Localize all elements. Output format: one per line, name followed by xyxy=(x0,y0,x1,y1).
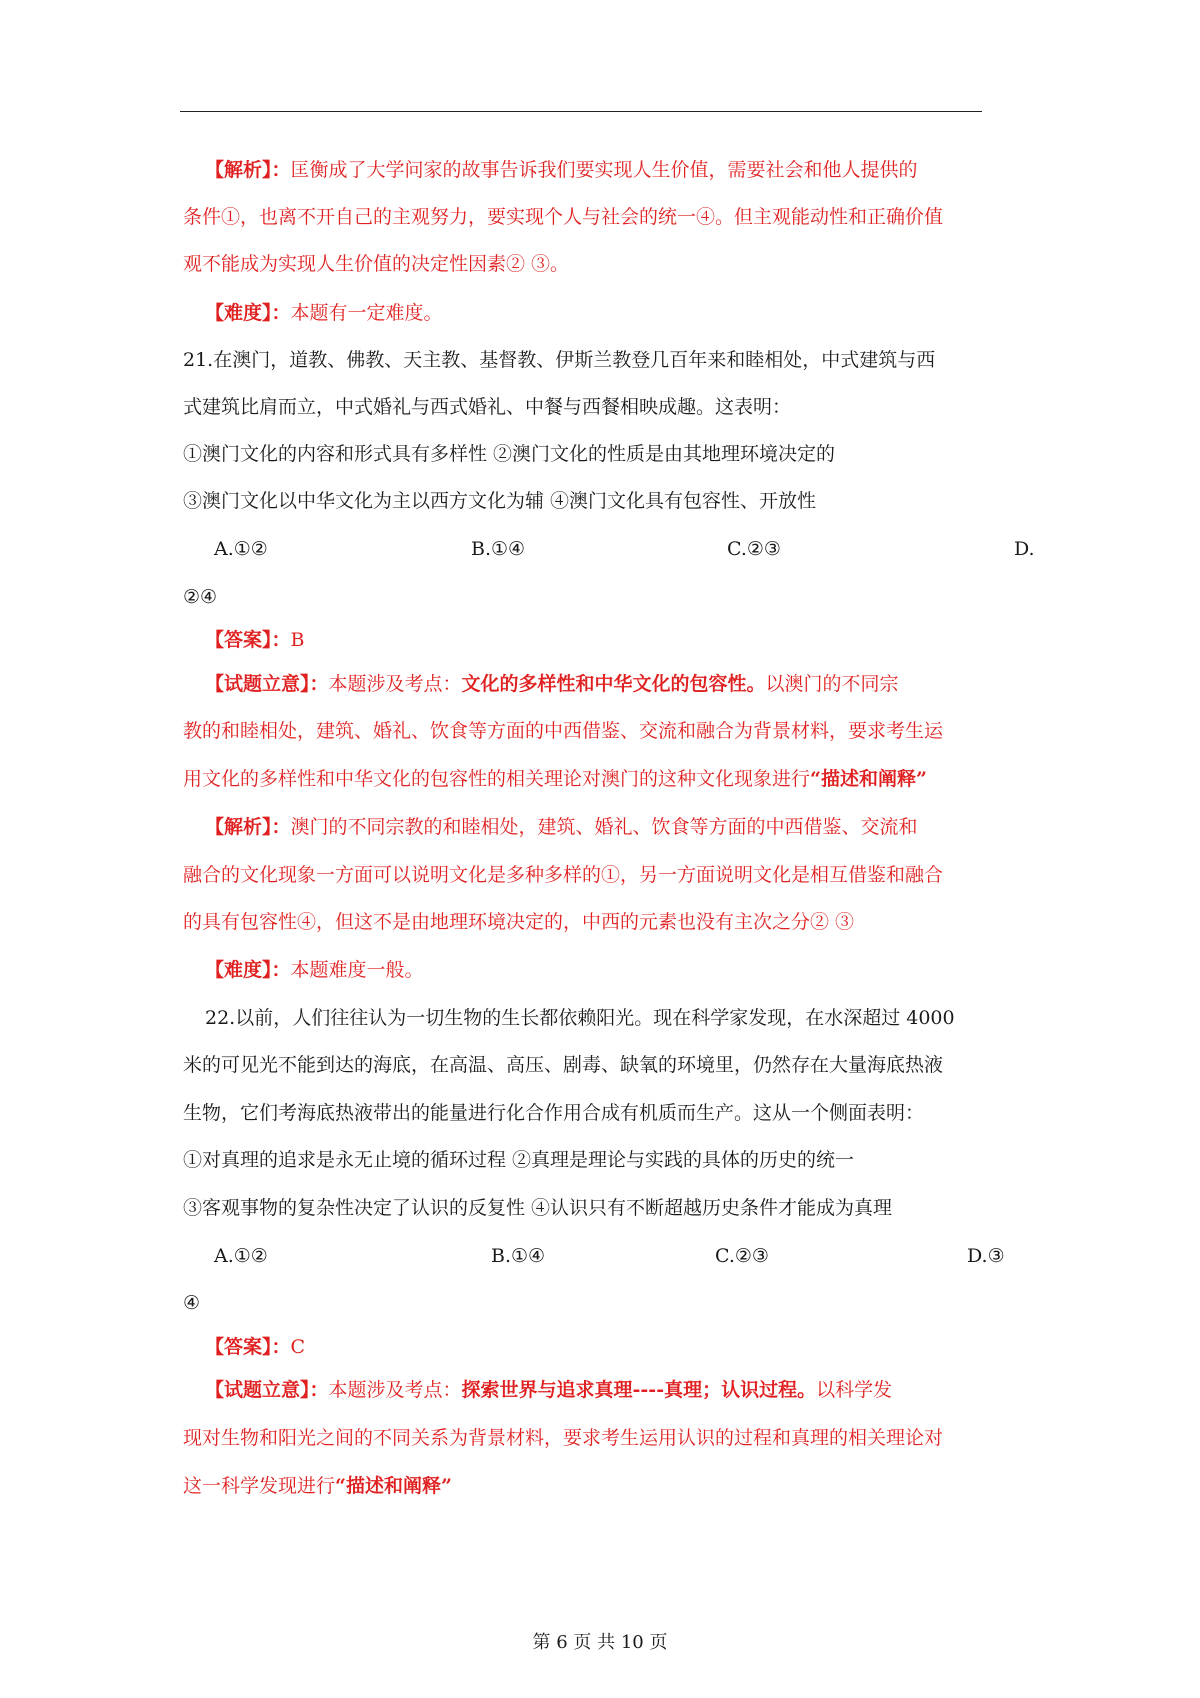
q22-stem-line-2: 米的可见光不能到达的海底，在高温、高压、剧毒、缺氧的环境里，仍然存在大量海底热液 xyxy=(183,1054,944,1076)
q22-answer-value: C xyxy=(290,1336,306,1358)
q20-difficulty-label: 【难度】： xyxy=(205,302,291,324)
q21-analysis-line-3: 的具有包容性④，但这不是由地理环境决定的，中西的元素也没有主次之分② ③ xyxy=(183,911,855,933)
q21-intent-line-3: 用文化的多样性和中华文化的包容性的相关理论对澳门的这种文化现象进行“描述和阐释” xyxy=(183,768,927,790)
q22-intent-label: 【试题立意】： xyxy=(205,1379,329,1401)
q22-option-d: D.③ xyxy=(967,1245,1005,1267)
q22-statements-line-1: ①对真理的追求是永无止境的循环过程 ②真理是理论与实践的具体的历史的统一 xyxy=(183,1149,855,1171)
q21-statements-line-1: ①澳门文化的内容和形式具有多样性 ②澳门文化的性质是由其地理环境决定的 xyxy=(183,443,836,465)
q21-analysis-line-1: 【解析】：澳门的不同宗教的和睦相处，建筑、婚礼、饮食等方面的中西借鉴、交流和 xyxy=(205,816,918,838)
q21-option-d: D. xyxy=(1014,538,1035,560)
q22-option-c: C.②③ xyxy=(715,1245,769,1267)
q22-option-a: A.①② xyxy=(214,1245,268,1267)
q22-intent-line-2: 现对生物和阳光之间的不同关系为背景材料，要求考生运用认识的过程和真理的相关理论对 xyxy=(183,1427,944,1449)
q21-intent-line-2: 教的和睦相处，建筑、婚礼、饮食等方面的中西借鉴、交流和融合为背景材料，要求考生运 xyxy=(183,720,944,742)
q22-answer-label: 【答案】： xyxy=(205,1336,291,1358)
q21-difficulty: 【难度】：本题难度一般。 xyxy=(205,959,424,981)
q21-intent-line-1: 【试题立意】：本题涉及考点：文化的多样性和中华文化的包容性。以澳门的不同宗 xyxy=(205,673,899,695)
q21-option-a: A.①② xyxy=(214,538,268,560)
header-rule xyxy=(180,111,982,112)
q22-intent-topic: 探索世界与追求真理----真理；认识过程。 xyxy=(461,1379,817,1401)
q21-intent-topic: 文化的多样性和中华文化的包容性。 xyxy=(461,673,766,695)
q21-difficulty-label: 【难度】： xyxy=(205,959,291,981)
q20-analysis-label: 【解析】： xyxy=(205,159,291,181)
q20-analysis-line-3: 观不能成为实现人生价值的决定性因素② ③。 xyxy=(183,253,570,275)
q21-answer-label: 【答案】： xyxy=(205,629,291,651)
q21-answer-value: B xyxy=(290,629,305,651)
q20-difficulty: 【难度】：本题有一定难度。 xyxy=(205,302,443,324)
q21-stem-line-1: 21.在澳门，道教、佛教、天主教、基督教、伊斯兰教登几百年来和睦相处，中式建筑与西 xyxy=(183,349,936,371)
q22-option-d-wrap: ④ xyxy=(183,1292,201,1314)
q22-answer xyxy=(205,1334,305,1360)
q21-answer xyxy=(205,627,304,653)
q21-intent-label: 【试题立意】： xyxy=(205,673,329,695)
q22-option-b: B.①④ xyxy=(491,1245,546,1267)
q20-analysis-line-2: 条件①，也离不开自己的主观努力，要实现个人与社会的统一④。但主观能动性和正确价值 xyxy=(183,206,944,228)
q21-statements-line-2: ③澳门文化以中华文化为主以西方文化为辅 ④澳门文化具有包容性、开放性 xyxy=(183,490,817,512)
q21-stem-line-2: 式建筑比肩而立，中式婚礼与西式婚礼、中餐与西餐相映成趣。这表明： xyxy=(183,396,792,418)
q20-analysis-line-1: 【解析】：匡衡成了大学问家的故事告诉我们要实现人生价值，需要社会和他人提供的 xyxy=(205,159,918,181)
q21-analysis-line-2: 融合的文化现象一方面可以说明文化是多种多样的①，另一方面说明文化是相互借鉴和融合 xyxy=(183,864,944,886)
q22-intent-line-3: 这一科学发现进行“描述和阐释” xyxy=(183,1475,452,1497)
q22-stem-line-1: 22.以前，人们往往认为一切生物的生长都依赖阳光。现在科学家发现，在水深超过 4000 xyxy=(205,1007,955,1029)
q22-intent-line-1: 【试题立意】：本题涉及考点：探索世界与追求真理----真理；认识过程。以科学发 xyxy=(205,1379,893,1401)
q21-option-b: B.①④ xyxy=(471,538,526,560)
q21-option-d-wrap: ②④ xyxy=(183,586,218,608)
q22-statements-line-2: ③客观事物的复杂性决定了认识的反复性 ④认识只有不断超越历史条件才能成为真理 xyxy=(183,1197,893,1219)
q22-stem-line-3: 生物，它们考海底热液带出的能量进行化合作用合成有机质而生产。这从一个侧面表明： xyxy=(183,1102,925,1124)
q21-option-c: C.②③ xyxy=(727,538,781,560)
q21-intent-quote: “描述和阐释” xyxy=(810,768,927,790)
q21-analysis-label: 【解析】： xyxy=(205,816,291,838)
q22-intent-quote: “描述和阐释” xyxy=(335,1475,452,1497)
page-footer: 第 6 页 共 10 页 xyxy=(532,1632,668,1653)
